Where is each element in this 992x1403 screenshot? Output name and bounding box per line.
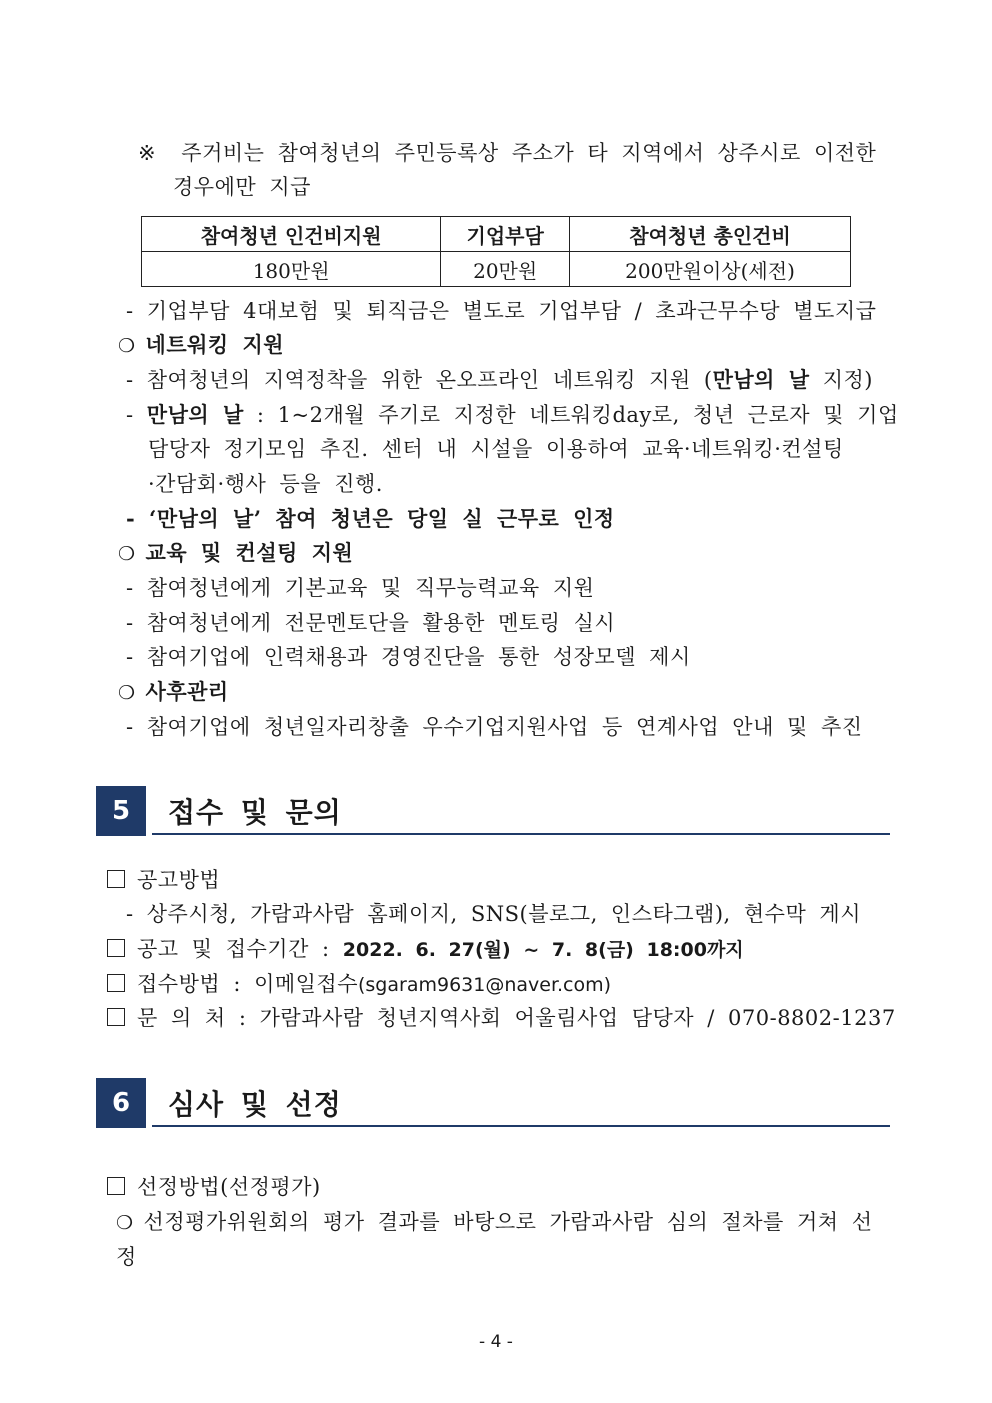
section-5-number: 5	[96, 786, 146, 836]
checkbox-square-icon	[107, 1008, 125, 1026]
selection-line-2: 정	[116, 1245, 137, 1269]
circle-bullet-icon: ❍	[118, 682, 136, 704]
aftercare-title: 사후관리	[145, 679, 229, 704]
checkbox-square-icon	[107, 1177, 125, 1195]
aftercare-heading	[118, 677, 229, 708]
cost-note: - 기업부담 4대보험 및 퇴직금은 별도로 기업부담 / 초과근무수당 별도지급	[126, 299, 877, 323]
period-value: 2022. 6. 27(월) ~ 7. 8(금) 18:00까지	[342, 939, 744, 961]
table-cell: 180만원	[142, 252, 441, 287]
note-line-1	[138, 138, 876, 168]
section-6-number: 6	[96, 1078, 146, 1128]
contact-text: 문 의 처 : 가람과사람 청년지역사회 어울림사업 담당자 / 070-8802-1237	[137, 1006, 896, 1030]
circle-bullet-icon: ❍	[118, 543, 136, 565]
checkbox-square-icon	[107, 870, 125, 888]
selection-text: 선정평가위원회의 평가 결과를 바탕으로 가람과사람 심의 절차를 거쳐 선	[143, 1210, 873, 1234]
section-6-rule	[152, 1125, 890, 1127]
table-header: 참여청년 인건비지원	[142, 217, 441, 252]
note-line-2: 경우에만 지급	[173, 175, 311, 199]
reference-mark: ※	[138, 141, 157, 165]
application-method	[107, 969, 611, 1000]
table-header: 참여청년 총인건비	[570, 217, 851, 252]
networking-title: 네트워킹 지원	[145, 332, 285, 357]
education-heading	[118, 538, 353, 569]
checkbox-square-icon	[107, 974, 125, 992]
meeting-day-bold: 만남의 날	[712, 367, 810, 392]
table-header: 기업부담	[441, 217, 570, 252]
circle-bullet-icon: ❍	[118, 335, 136, 357]
table-cell: 20만원	[441, 252, 570, 287]
networking-item-2-line-2: 담당자 정기모임 추진. 센터 내 시설을 이용하여 교육·네트워킹·컨설팅	[148, 437, 844, 461]
networking-item-3: - ‘만남의 날’ 참여 청년은 당일 실 근무로 인정	[126, 506, 615, 531]
table-cell: 200만원이상(세전)	[570, 252, 851, 287]
email-value: (sgaram9631@naver.com)	[358, 974, 612, 996]
period-label: 공고 및 접수기간 :	[137, 937, 343, 961]
note-text-1: 주거비는 참여청년의 주민등록상 주소가 타 지역에서 상주시로 이전한	[181, 141, 877, 165]
networking-heading	[118, 330, 284, 361]
meeting-day-bold: 만남의 날	[146, 402, 244, 427]
aftercare-item: - 참여기업에 청년일자리창출 우수기업지원사업 등 연계사업 안내 및 추진	[126, 715, 863, 739]
page-number: - 4 -	[479, 1332, 513, 1352]
networking-item-2	[126, 400, 899, 430]
cost-table	[141, 216, 851, 287]
selection-line-1	[116, 1207, 873, 1238]
circle-bullet-icon: ❍	[116, 1212, 134, 1234]
contact-info	[107, 1003, 896, 1033]
education-item: - 참여기업에 인력채용과 경영진단을 통한 성장모델 제시	[126, 645, 691, 669]
education-item: - 참여청년에게 기본교육 및 직무능력교육 지원	[126, 576, 595, 600]
selection-label: 선정방법(선정평가)	[137, 1175, 321, 1199]
table-row	[142, 252, 851, 287]
networking-item-2-line-3: ·간담회·행사 등을 진행.	[148, 472, 383, 496]
section-5-rule	[152, 833, 890, 835]
section-6-title: 심사 및 선정	[168, 1088, 342, 1121]
notice-period	[107, 934, 744, 965]
notice-label: 공고방법	[137, 868, 221, 892]
dash: -	[126, 403, 147, 427]
education-item: - 참여청년에게 전문멘토단을 활용한 멘토링 실시	[126, 611, 616, 635]
checkbox-square-icon	[107, 939, 125, 957]
networking-item-1-tail: 지정)	[809, 368, 874, 392]
notice-item: - 상주시청, 가람과사람 홈페이지, SNS(블로그, 인스타그램), 현수막 게시	[126, 902, 861, 926]
table-header-row	[142, 217, 851, 252]
section-5-title: 접수 및 문의	[168, 796, 342, 829]
method-label: 접수방법 : 이메일접수	[137, 972, 358, 996]
networking-item-2-text: : 1~2개월 주기로 지정한 네트워킹day로, 청년 근로자 및 기업	[243, 403, 899, 427]
education-title: 교육 및 컨설팅 지원	[145, 540, 354, 565]
networking-item-1-text: - 참여청년의 지역정착을 위한 온오프라인 네트워킹 지원 (	[126, 368, 713, 392]
notice-method	[107, 865, 220, 895]
networking-item-1	[126, 365, 873, 395]
selection-method	[107, 1172, 321, 1202]
